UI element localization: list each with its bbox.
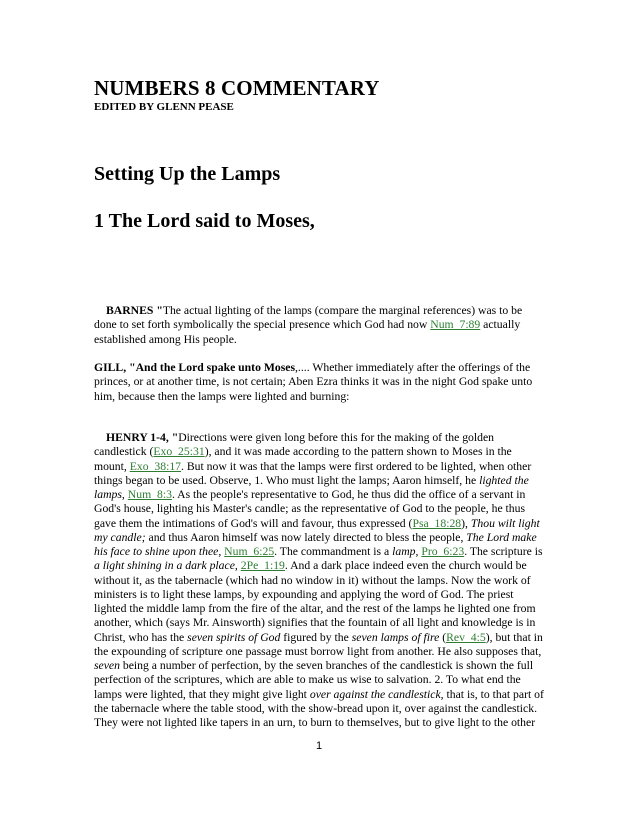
barnes-paragraph: [94, 304, 544, 347]
ref-link[interactable]: Num_7:89: [430, 318, 481, 332]
henry-text: and thus Aaron himself was now lately directed to bless the people,: [145, 530, 467, 544]
ref-link[interactable]: Num_6:25: [224, 545, 275, 558]
henry-text: . The commandment is a: [274, 545, 393, 558]
document-editor: EDITED BY GLENN PEASE: [94, 101, 234, 113]
henry-italic: seven lamps of fire: [351, 630, 440, 644]
henry-text: that is, to that part of the tabernacle where the table stood, with the show-bread upon it, over against the candlestick. They were not lighted like tapers in an urn, to burn to themselves, but to give light to the other: [94, 687, 544, 729]
ref-link[interactable]: Exo_38:17: [129, 459, 182, 473]
ref-link[interactable]: Psa_18:28: [412, 516, 462, 530]
ref-link[interactable]: 2Pe_1:19: [240, 559, 285, 573]
henry-italic: Thou wilt light my candle;: [94, 516, 540, 544]
henry-italic: seven spirits of God: [187, 630, 281, 644]
henry-text: ),: [461, 516, 471, 530]
henry-text: (: [439, 630, 447, 644]
ref-link[interactable]: Exo_25:31: [153, 445, 205, 459]
henry-italic: over against the candlestick,: [309, 687, 444, 701]
section-heading: Setting Up the Lamps: [94, 163, 281, 185]
ref-link[interactable]: Rev_4:5: [446, 630, 486, 644]
barnes-label: BARNES ": [106, 304, 163, 317]
gill-paragraph: [94, 361, 544, 404]
gill-label: GILL, "And the Lord spake unto Moses: [94, 361, 295, 374]
henry-paragraph: [94, 431, 544, 730]
barnes-text-end: actually established among His people.: [94, 318, 521, 346]
page-number: 1: [315, 740, 323, 752]
barnes-text: The actual lighting of the lamps (compare the marginal references) was to be done to set forth symbolically the special presence which God had now: [94, 304, 523, 332]
henry-label: HENRY 1-4, ": [106, 431, 179, 444]
ref-link[interactable]: Num_8:3: [127, 488, 172, 501]
henry-italic: lighted the lamps,: [94, 473, 529, 501]
henry-text: ), and it was made according to the pattern shown to Moses in the mount,: [94, 445, 512, 473]
henry-italic: The Lord make his face to shine upon thee,: [94, 530, 537, 558]
document-title: NUMBERS 8 COMMENTARY: [94, 76, 380, 100]
henry-text: being a number of perfection, by the seven branches of the candlestick is shown the full perfection of the scriptures, which are able to make us wise to salvation. 2. To what end the lamps were lighted, that they might give light: [94, 659, 534, 701]
henry-text: . As the people's representative to God, he thus did the office of a servant in God's house, lighting his Master's candle; as the representative of God to the people, he thus gave them the intimations of God's will and favour, thus expressed (: [94, 488, 526, 530]
henry-text: . But now it was that the lamps were first ordered to be lighted, when other things began to be used. Observe, 1. Who must light the lamps; Aaron himself, he: [94, 459, 532, 487]
verse-heading: 1 The Lord said to Moses,: [94, 210, 315, 232]
henry-text: . And a dark place indeed even the church would be without it, as the tabernacle (which had no window in it) without the lamps. Now the work of ministers is to light these lamps, by expounding and applying the word of God. The priest lighted the middle lamp from the fire of the altar, and the rest of the lamps he lighted one from another, which (says Mr. Ainsworth) signifies that the fountain of all light and knowledge is in Christ, who has the: [94, 559, 536, 644]
gill-text: ,.... Whether immediately after the offerings of the princes, or at another time, is not certain; Aben Ezra thinks it was in the night God spake unto him, because then the lamps were lighted and burning:: [94, 361, 533, 403]
henry-text: Directions were given long before this for the making of the golden candlestick (: [94, 431, 494, 459]
henry-italic: lamp,: [392, 545, 419, 558]
henry-text: ), but that in the expounding of scripture one passage must borrow light from another. He also supposes that,: [94, 630, 543, 658]
henry-italic: a light shining in a dark place,: [94, 559, 238, 573]
henry-text: figured by the: [280, 630, 352, 644]
ref-link[interactable]: Pro_6:23: [421, 545, 465, 558]
henry-text: . The scripture is: [464, 545, 543, 558]
henry-italic: seven: [94, 659, 120, 672]
